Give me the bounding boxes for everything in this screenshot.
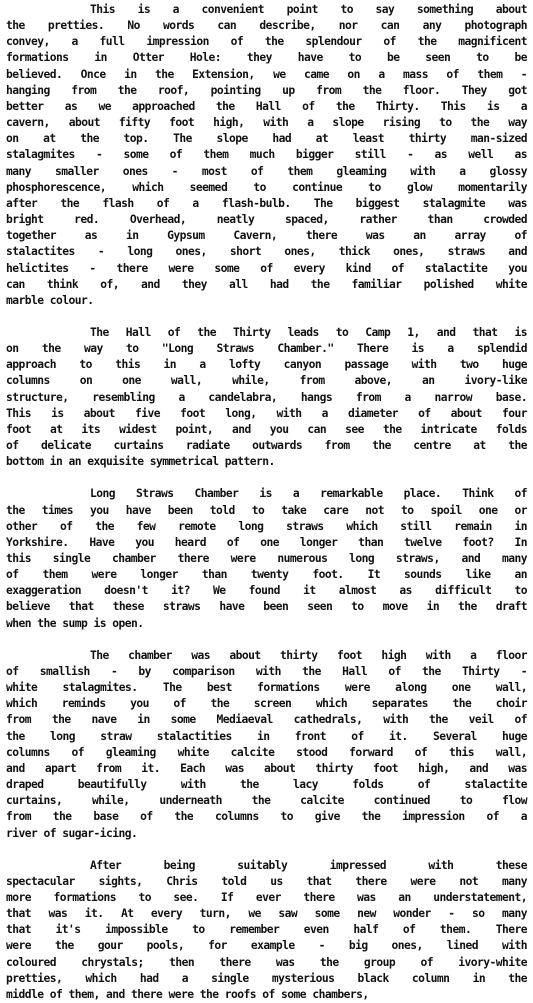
text-line: many smaller ones - most of them gleaming with a glossy [6,164,527,178]
text-line: approach to this in a lofty canyon passage with two huge [6,358,527,372]
text-line: helictites - there were some of every kind of stalactite you [6,261,527,275]
text-line: after the flash of a flash-bulb. The biggest stalagmite was [6,196,527,210]
text-line: curtains, while, underneath the calcite continued to flow [6,794,527,808]
text-line: foot at its widest point, and you can see the intricate folds [6,422,527,436]
text-line: white stalagmites. The best formations were along one wall, [6,681,527,695]
text-line: convey, a full impression of the splendour of the magnificent [6,35,527,49]
text-line: This is about five foot long, with a diameter of about four [6,406,527,420]
paragraph [6,486,527,631]
text-line: on at the top. The slope had at least thirty man-sized [6,132,527,146]
text-line: Yorkshire. Have you heard of one longer than twelve foot? In [6,535,527,549]
text-line: which reminds you of the screen which separates the choir [6,697,527,711]
text-line: from the nave in some Mediaeval cathedrals, with the veil of [6,713,527,727]
text-line: coloured chrystals; then there was the group of ivory-white [6,955,527,969]
text-line: the pretties. No words can describe, nor can any photograph [6,19,527,33]
text-line: when the sump is open. [6,616,144,630]
text-line: bottom in an exquisite symmetrical pattern. [6,455,275,469]
text-line: together as in Gypsum Cavern, there was an array of [6,229,527,243]
paragraph [6,858,527,1003]
text-line: exaggeration doesn't it? We found it almost as difficult to [6,584,527,598]
text-line: of smallish - by comparison with the Hall of the Thirty - [6,664,527,678]
paragraph [6,325,527,470]
text-line: other of the few remote long straws which still remain in [6,519,527,533]
paragraph [6,2,527,309]
text-line: This is a convenient point to say something about [90,3,527,16]
text-line: structure, resembling a candelabra, hangs from a narrow base. [6,390,527,404]
text-line: middle of them, and there were the roofs of some chambers, [6,987,369,1001]
text-line: can think of, and they all had the familiar polished white [6,277,527,291]
text-line: The chamber was about thirty foot high with a floor [90,648,527,662]
text-line: the times you have been told to take care not to spoil one or [6,503,527,517]
text-line: columns of gleaming white calcite stood forward of this wall, [6,745,527,759]
text-line: hanging from the roof, pointing up from the floor. They got [6,83,527,97]
text-line: from the base of the columns to give the impression of a [6,810,527,824]
text-line: stalagmites - some of them much bigger still - as well as [6,148,527,162]
text-line: The Hall of the Thirty leads to Camp 1, and that is [90,325,527,339]
text-line: of them were longer than twenty foot. It sounds like an [6,568,527,582]
text-line: believed. Once in the Extension, we came on a mass of them - [6,67,527,81]
text-line: draped beautifully with the lacy folds of stalactite [6,778,527,792]
text-line: phosphorescence, which seemed to continue to glow momentarily [6,180,527,194]
text-line: better as we approached the Hall of the Thirty. This is a [6,99,527,113]
text-line: columns on one wall, while, from above, an ivory-like [6,374,527,388]
text-line: cavern, about fifty foot high, with a slope rising to the way [6,116,527,130]
text-line: this single chamber there were numerous long straws, and many [6,552,527,565]
text-line: stalactites - long ones, short ones, thick ones, straws and [6,245,527,259]
text-line: pretties, which had a single mysterious black column in the [6,971,527,985]
text-line: believe that these straws have been seen to move in the draft [6,600,527,614]
text-line: spectacular sights, Chris told us that there were not many [6,874,527,888]
text-line: and apart from it. Each was about thirty foot high, and was [6,761,527,775]
text-line: on the way to "Long Straws Chamber." There is a splendid [6,342,527,356]
paragraph [6,648,527,842]
text-line: of delicate curtains radiate outwards from the centre at the [6,439,527,453]
text-line: that was it. At every turn, we saw some new wonder - so many [6,907,527,921]
text-line: marble colour. [6,293,94,307]
text-line: formations in Otter Hole: they have to be seen to be [6,51,527,65]
text-line: bright red. Overhead, neatly spaced, rather than crowded [6,213,527,227]
text-line: After being suitably impressed with these [90,858,527,872]
text-line: that it's impossible to remember even half of them. There [6,923,527,937]
text-line: were the gour pools, for example - big ones, lined with [6,939,527,953]
text-line: river of sugar-icing. [6,826,138,840]
text-line: Long Straws Chamber is a remarkable place. Think of [90,487,527,501]
text-line: more formations to see. If ever there was an understatement, [6,890,527,904]
text-line: the long straw stalactities in front of it. Several huge [6,729,527,743]
